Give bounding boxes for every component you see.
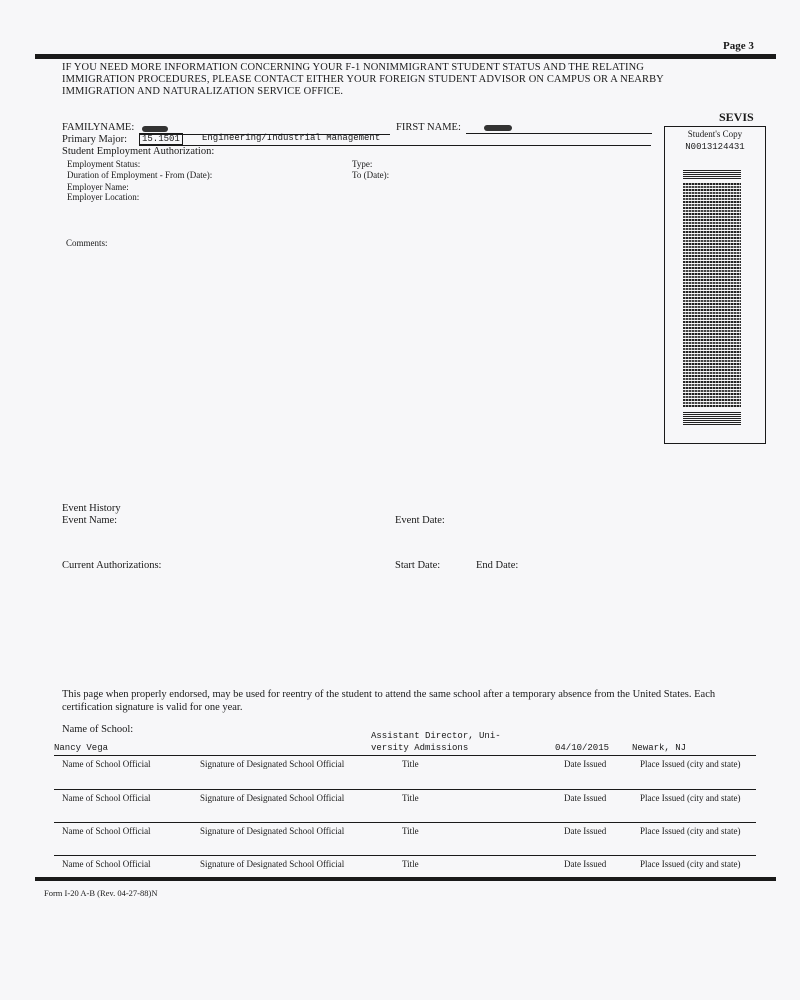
intro-text: IF YOU NEED MORE INFORMATION CONCERNING YOUR F-1 NONIMMIGRANT STUDENT STATUS AND THE RELATING IMMIGRATION PROCEDURES, PLEASE CONTACT EITHER YOUR FOREIGN STUDENT ADVISOR ON CAMPUS OR A NEARBY IMMIGRATION AND NATURALIZATION SERVICE OFFICE.	[62, 62, 664, 97]
signature-row-rule-1	[54, 755, 756, 756]
first-name-label: FIRST NAME:	[396, 122, 461, 133]
major-code: 15.1501	[139, 133, 183, 145]
signature-row-rule-3	[54, 822, 756, 823]
to-date-label: To (Date):	[352, 170, 390, 180]
col-place: Place Issued (city and state)	[640, 826, 741, 836]
first-name-line	[466, 133, 652, 134]
employment-type-label: Type:	[352, 159, 373, 169]
current-authorizations-label: Current Authorizations:	[62, 560, 162, 571]
family-name-label: FAMILYNAME:	[62, 122, 135, 133]
col-signature: Signature of Designated School Official	[200, 859, 345, 869]
col-title: Title	[402, 759, 419, 769]
signature-row-rule-2	[54, 789, 756, 790]
major-name: Engineering/Industrial Management	[202, 133, 381, 143]
col-place: Place Issued (city and state)	[640, 759, 741, 769]
top-rule	[35, 54, 776, 59]
major-line	[139, 145, 651, 146]
col-official: Name of School Official	[62, 826, 151, 836]
form-id: Form I-20 A-B (Rev. 04-27-88)N	[44, 888, 158, 898]
primary-major-label: Primary Major:	[62, 134, 128, 145]
students-copy-label: Student's Copy	[687, 129, 743, 139]
bottom-rule	[35, 877, 776, 881]
barcode-top-bars	[683, 169, 741, 179]
barcode	[683, 183, 741, 407]
reentry-text: This page when properly endorsed, may be used for reentry of the student to attend the same school after a temporary absence from the United States. Each certification signature is valid for one year.	[62, 689, 716, 713]
official-title-line2: versity Admissions	[371, 743, 469, 753]
col-place: Place Issued (city and state)	[640, 793, 741, 803]
event-name-label: Event Name:	[62, 515, 118, 526]
employer-location-label: Employer Location:	[67, 192, 140, 202]
barcode-bottom-bars	[683, 411, 741, 425]
col-title: Title	[402, 793, 419, 803]
date-issued-value: 04/10/2015	[555, 743, 610, 753]
col-place: Place Issued (city and state)	[640, 859, 741, 869]
duration-label: Duration of Employment - From (Date):	[67, 170, 213, 180]
event-history-heading: Event History	[62, 503, 121, 514]
signature-row-rule-4	[54, 855, 756, 856]
event-date-label: Event Date:	[395, 515, 445, 526]
place-issued-value: Newark, NJ	[632, 743, 687, 753]
col-signature: Signature of Designated School Official	[200, 793, 345, 803]
page-number: Page 3	[723, 40, 754, 52]
start-date-label: Start Date:	[395, 560, 441, 571]
col-title: Title	[402, 859, 419, 869]
sevis-title: SEVIS	[719, 110, 754, 124]
col-title: Title	[402, 826, 419, 836]
col-date: Date Issued	[564, 793, 607, 803]
col-official: Name of School Official	[62, 859, 151, 869]
school-name-label: Name of School:	[62, 724, 134, 735]
col-official: Name of School Official	[62, 793, 151, 803]
sevis-barcode-panel	[664, 126, 766, 444]
comments-label: Comments:	[66, 238, 108, 248]
col-signature: Signature of Designated School Official	[200, 759, 345, 769]
official-title-line1: Assistant Director, Uni-	[371, 731, 501, 741]
sevis-number: N0013124431	[685, 142, 745, 152]
end-date-label: End Date:	[476, 560, 519, 571]
col-signature: Signature of Designated School Official	[200, 826, 345, 836]
employer-name-label: Employer Name:	[67, 182, 129, 192]
redacted-family-name	[142, 126, 168, 132]
col-date: Date Issued	[564, 826, 607, 836]
employment-status-label: Employment Status:	[67, 159, 141, 169]
col-official: Name of School Official	[62, 759, 151, 769]
employment-heading: Student Employment Authorization:	[62, 146, 215, 157]
col-date: Date Issued	[564, 859, 607, 869]
col-date: Date Issued	[564, 759, 607, 769]
redacted-first-name	[484, 125, 512, 131]
school-official-name: Nancy Vega	[54, 743, 109, 753]
